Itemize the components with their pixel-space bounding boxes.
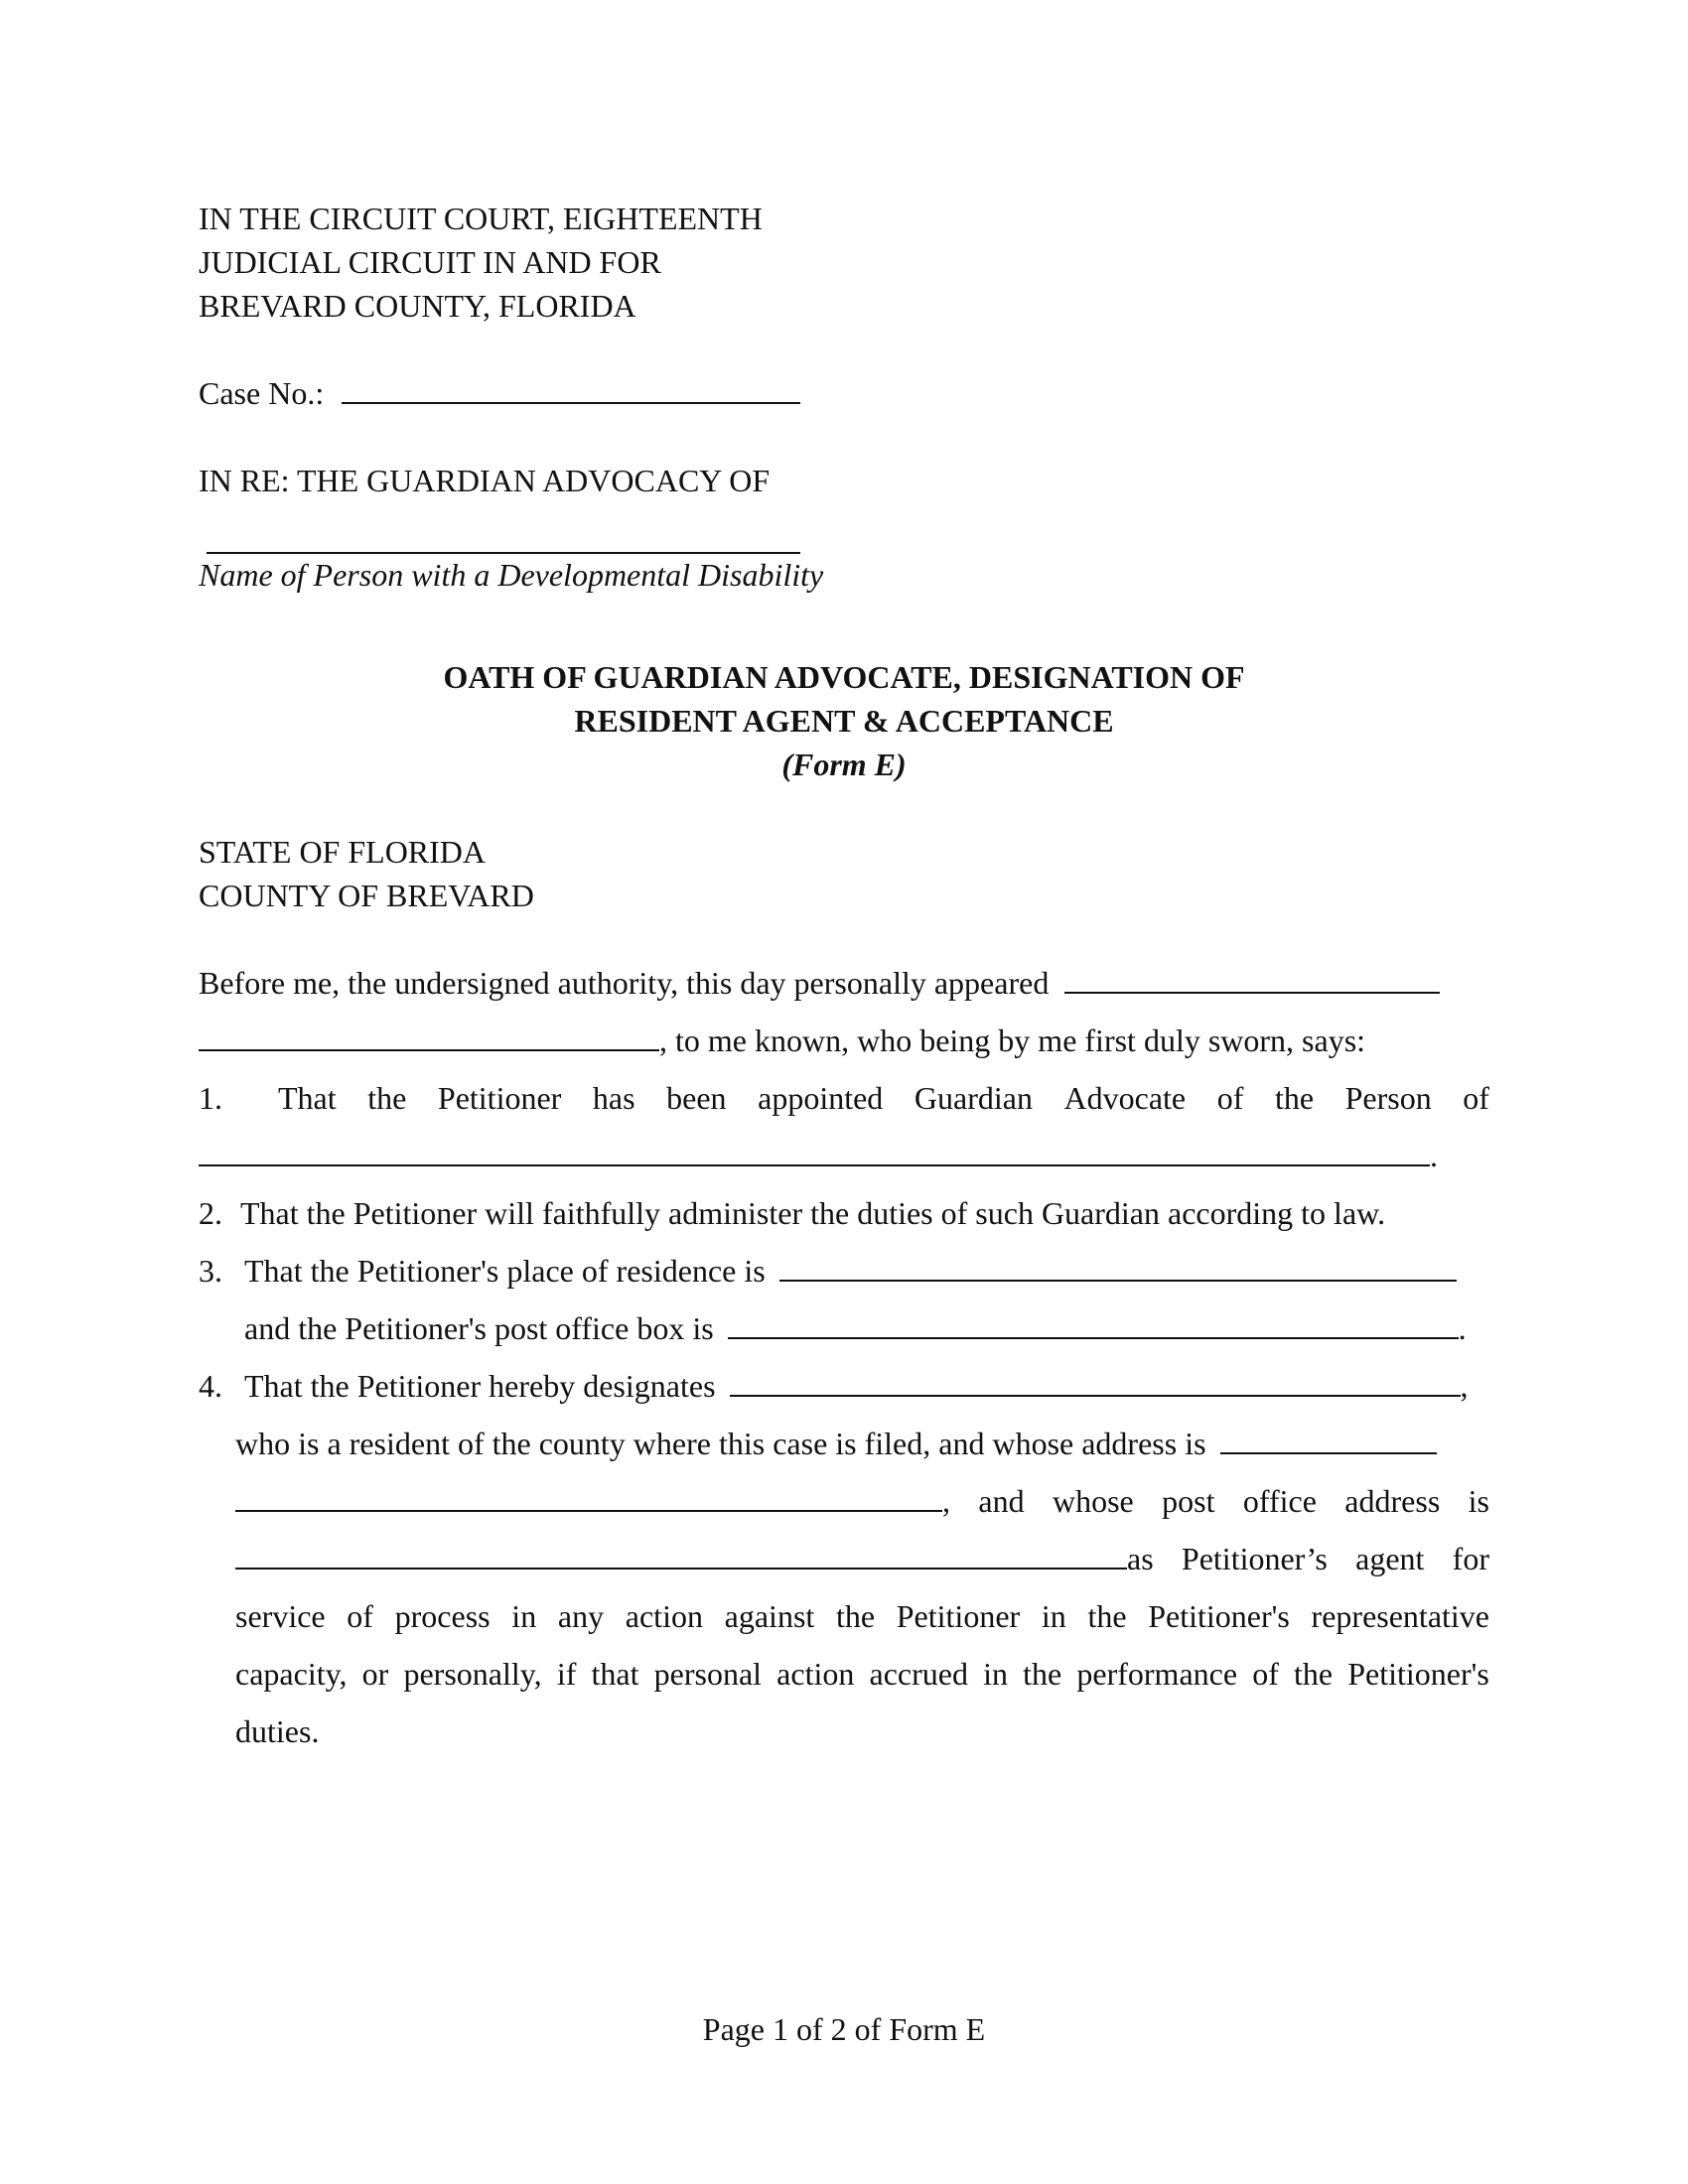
page-footer: Page 1 of 2 of Form E	[702, 2011, 986, 2047]
ward-name-field[interactable]	[199, 1163, 1430, 1166]
line-4-word: Petitioner’s	[1181, 1541, 1328, 1576]
agent-post-office-field[interactable]	[235, 1567, 1127, 1570]
agent-address-continued-group	[235, 1485, 950, 1517]
item-3-number: 3.	[199, 1253, 222, 1289]
line-6-word: accrued	[869, 1656, 968, 1692]
line-6-word: or	[361, 1656, 389, 1692]
line-5-word: in	[511, 1598, 537, 1634]
disabled-person-name-field[interactable]	[207, 551, 800, 554]
line-1-word: of	[1463, 1080, 1489, 1116]
item-1-lead	[199, 1082, 337, 1114]
item-4-number: 4.	[199, 1368, 222, 1404]
line-5-word: representative	[1311, 1598, 1489, 1634]
post-office-box-field[interactable]	[728, 1336, 1459, 1339]
court-name-line-2: JUDICIAL CIRCUIT IN AND FOR	[199, 244, 661, 280]
residence-field[interactable]	[779, 1279, 1457, 1282]
intro-line-1	[199, 967, 1440, 999]
line-1-word: Advocate	[1063, 1080, 1187, 1116]
line-6-word: personally,	[403, 1656, 542, 1692]
line-6-word: capacity,	[235, 1656, 348, 1692]
case-number-field[interactable]	[342, 401, 800, 404]
item-4-line-3-comma: ,	[942, 1483, 950, 1519]
line-1-word: Petitioner	[437, 1080, 562, 1116]
line-6-word: action	[776, 1656, 855, 1692]
line-6-word: in	[983, 1656, 1008, 1692]
line-1-word: appointed	[758, 1080, 884, 1116]
line-6-word: that	[591, 1656, 639, 1692]
line-4-word: for	[1452, 1541, 1489, 1576]
item-1-period: .	[1430, 1138, 1438, 1173]
case-number-label: Case No.:	[199, 375, 325, 411]
line-1-word: been	[666, 1080, 727, 1116]
item-2	[199, 1197, 1385, 1229]
item-4-line-7: duties.	[235, 1713, 320, 1749]
line-3-word: address	[1344, 1483, 1441, 1519]
item-4-line-5	[235, 1600, 1489, 1632]
affiant-name-field[interactable]	[1064, 991, 1440, 994]
intro-line-2	[199, 1024, 1365, 1056]
line-5-word: Petitioner's	[1148, 1598, 1290, 1634]
agent-po-group	[235, 1543, 1154, 1574]
item-3-line-1	[199, 1255, 1457, 1287]
line-6-word: the	[1293, 1656, 1334, 1692]
item-3-text-1: That the Petitioner's place of residence is	[244, 1253, 766, 1289]
item-4-line-2	[235, 1428, 1437, 1459]
form-title-line-1: OATH OF GUARDIAN ADVOCATE, DESIGNATION OF	[443, 659, 1245, 695]
line-6-word: of	[1252, 1656, 1279, 1692]
item-3-text-2: and the Petitioner's post office box is	[244, 1310, 714, 1346]
item-3-line-2	[244, 1312, 1467, 1344]
line-1-word: the	[1274, 1080, 1315, 1116]
line-1-word: has	[592, 1080, 635, 1116]
line-5-word: the	[835, 1598, 876, 1634]
line-5-word: of	[347, 1598, 373, 1634]
item-1-line-2	[199, 1140, 1438, 1171]
item-4-text-1: That the Petitioner hereby designates	[244, 1368, 716, 1404]
item-4-line-6	[235, 1658, 1489, 1690]
item-3-period: .	[1458, 1310, 1467, 1346]
line-1-word: That	[278, 1080, 337, 1116]
affiant-name-field-continued[interactable]	[199, 1048, 659, 1051]
court-name-line-1: IN THE CIRCUIT COURT, EIGHTEENTH	[199, 201, 763, 236]
line-5-word: against	[724, 1598, 815, 1634]
item-1-number: 1.	[199, 1080, 222, 1116]
line-1-word: Person	[1344, 1080, 1432, 1116]
line-3-word: office	[1242, 1483, 1317, 1519]
line-5-word: any	[557, 1598, 605, 1634]
item-2-number: 2.	[199, 1195, 222, 1231]
case-number-row	[199, 377, 800, 409]
line-5-word: in	[1041, 1598, 1066, 1634]
line-3-word: whose	[1052, 1483, 1134, 1519]
item-2-text: That the Petitioner will faithfully administer the duties of such Guardian according to law.	[240, 1195, 1386, 1231]
line-5-word: service	[235, 1598, 326, 1634]
form-title-line-2: RESIDENT AGENT & ACCEPTANCE	[574, 703, 1114, 739]
form-designation: (Form E)	[781, 747, 907, 782]
line-6-word: the	[1023, 1656, 1062, 1692]
agent-address-field[interactable]	[1220, 1451, 1437, 1454]
item-4-line-1	[199, 1370, 1469, 1402]
disabled-person-name-caption: Name of Person with a Developmental Disability	[199, 557, 824, 593]
item-4-line-4	[235, 1543, 1489, 1574]
in-re-heading: IN RE: THE GUARDIAN ADVOCACY OF	[199, 463, 771, 498]
item-4-line-3	[235, 1485, 1489, 1517]
line-4-word: agent	[1355, 1541, 1425, 1576]
item-4-text-2: who is a resident of the county where this case is filed, and whose address is	[235, 1426, 1206, 1461]
line-6-word: performance	[1076, 1656, 1238, 1692]
line-5-word: process	[394, 1598, 491, 1634]
item-1-line-1	[199, 1082, 1489, 1114]
intro-text-1: Before me, the undersigned authority, this day personally appeared	[199, 965, 1050, 1001]
line-5-word: the	[1087, 1598, 1127, 1634]
line-1-word: of	[1216, 1080, 1244, 1116]
court-name-line-3: BREVARD COUNTY, FLORIDA	[199, 288, 636, 324]
line-6-word: personal	[653, 1656, 763, 1692]
item-4-comma: ,	[1460, 1368, 1469, 1404]
line-3-word: is	[1468, 1483, 1489, 1519]
line-4-word: as	[1127, 1541, 1154, 1576]
venue-state: STATE OF FLORIDA	[199, 834, 487, 870]
line-6-word: Petitioner's	[1347, 1656, 1489, 1692]
resident-agent-name-field[interactable]	[730, 1394, 1461, 1397]
line-3-word: post	[1162, 1483, 1215, 1519]
line-5-word: action	[625, 1598, 703, 1634]
line-3-word: and	[978, 1483, 1025, 1519]
venue-county: COUNTY OF BREVARD	[199, 878, 534, 913]
intro-text-2: , to me known, who being by me first duly sworn, says:	[659, 1023, 1366, 1058]
line-5-word: Petitioner	[896, 1598, 1021, 1634]
line-6-word: if	[556, 1656, 577, 1692]
line-1-word: Guardian	[914, 1080, 1033, 1116]
line-1-word: the	[367, 1080, 407, 1116]
agent-address-field-continued[interactable]	[235, 1509, 942, 1512]
